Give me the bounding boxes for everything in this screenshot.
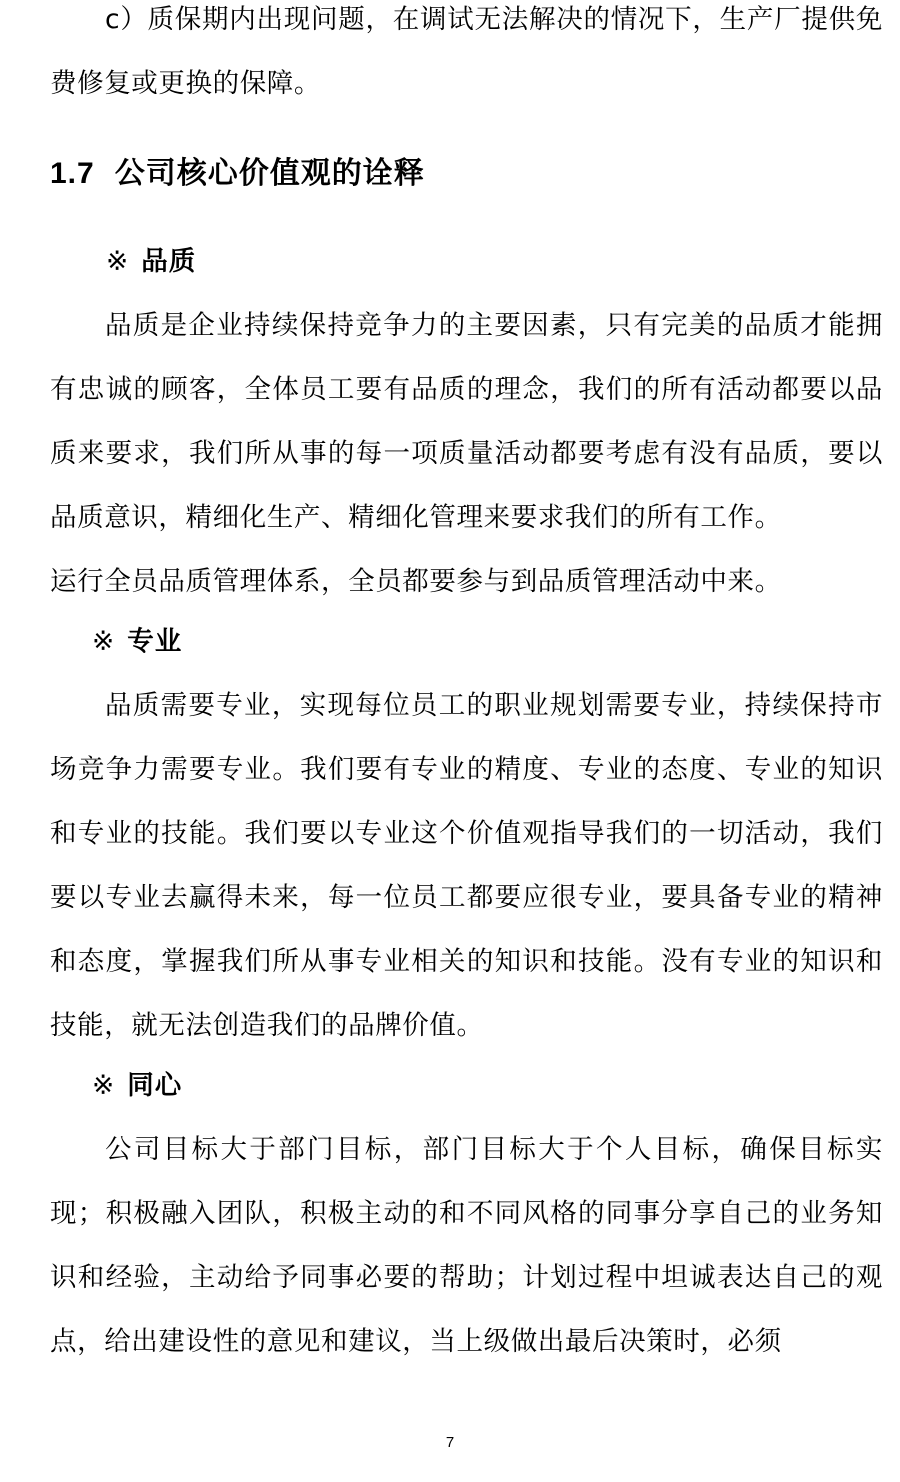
section-number: 1.7 (50, 157, 95, 190)
reference-mark-icon: ※ (106, 246, 130, 277)
professional-paragraph: 品质需要专业，实现每位员工的职业规划需要专业，持续保持市场竞争力需要专业。我们要有专业的精度、专业的态度、专业的知识和专业的技能。我们要以专业这个价值观指导我们的一切活动，我们要以专业去赢得未来，每一位员工都要应很专业，要具备专业的精神和态度，掌握我们所从事专业相关的知识和技能。没有专业的知识和技能，就无法创造我们的品牌价值。 (50, 690, 883, 1041)
subheading-title: 品质 (141, 246, 197, 277)
quality-paragraph: 品质是企业持续保持竞争力的主要因素，只有完美的品质才能拥有忠诚的顾客，全体员工要有品质的理念，我们的所有活动都要以品质来要求，我们所从事的每一项质量活动都要考虑有没有品质，要以品质意识，精细化生产、精细化管理来要求我们的所有工作。 (50, 310, 883, 533)
reference-mark-icon: ※ (92, 1070, 116, 1101)
section-heading (50, 144, 425, 204)
reference-mark-icon: ※ (92, 626, 116, 657)
intro-paragraph: c）质保期内出现问题，在调试无法解决的情况下，生产厂提供免费修复或更换的保障。 (50, 4, 883, 99)
subheading-title: 同心 (127, 1070, 183, 1101)
subheading-title: 专业 (127, 626, 183, 657)
subheading-professional (92, 612, 182, 672)
subheading-unity (92, 1056, 182, 1116)
quality-paragraph-2: 运行全员品质管理体系，全员都要参与到品质管理活动中来。 (50, 566, 782, 597)
section-title: 公司核心价值观的诠释 (114, 156, 425, 191)
page-number: 7 (445, 1434, 455, 1451)
unity-paragraph: 公司目标大于部门目标，部门目标大于个人目标，确保目标实现；积极融入团队，积极主动的和不同风格的同事分享自己的业务知识和经验，主动给予同事必要的帮助；计划过程中坦诚表达自己的观点，给出建设性的意见和建议，当上级做出最后决策时，必须 (50, 1134, 883, 1357)
subheading-quality (106, 232, 196, 292)
